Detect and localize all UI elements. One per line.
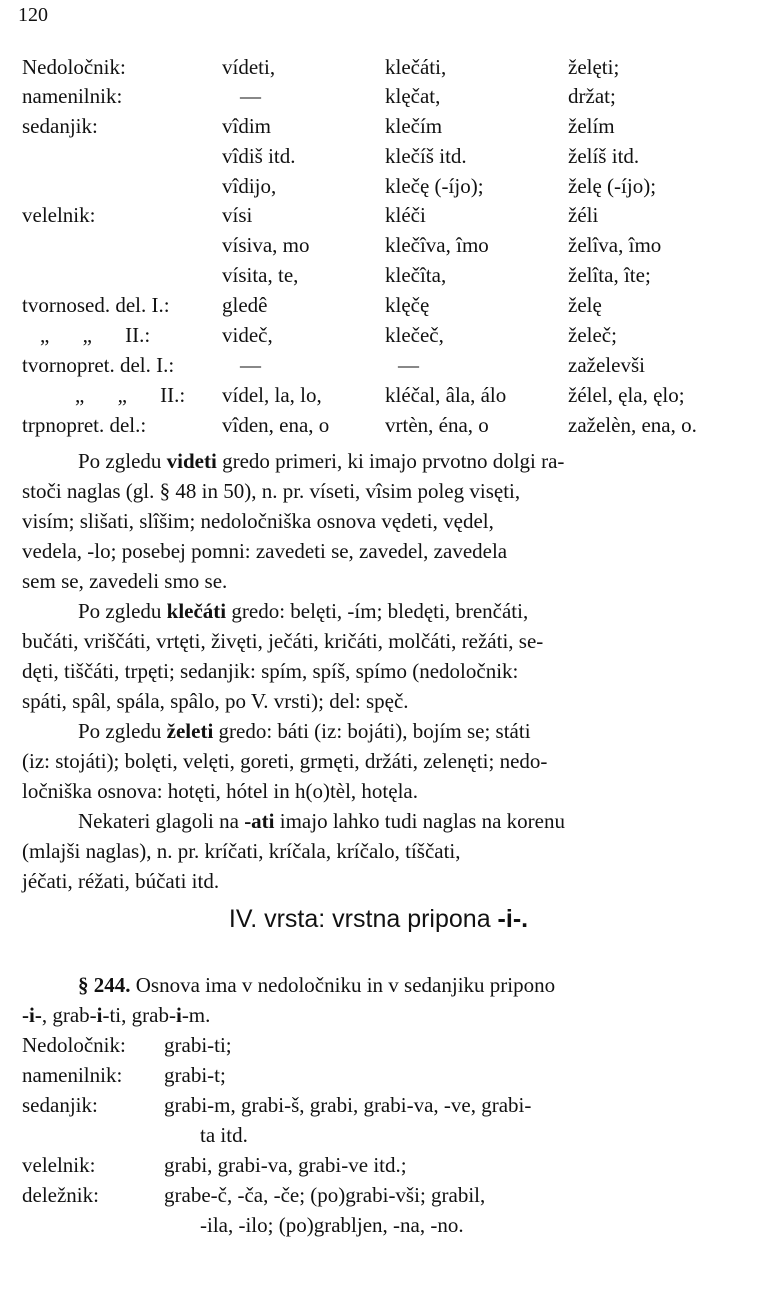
cell-continuation: -ila, -ilo; (po)grabljen, -na, -no. (200, 1213, 464, 1237)
cell: grabi-ti; (164, 1033, 232, 1057)
table-row (0, 112, 757, 141)
text-line: stoči naglas (gl. § 48 in 50), n. pr. víseti, vîsim poleg visęti, (22, 479, 521, 503)
cell: žéli (568, 203, 599, 227)
row-label: Nedoločnik: (22, 1033, 126, 1057)
keyword: -ati (244, 809, 275, 833)
row-label: velelnik: (22, 1153, 96, 1177)
cell: klečeč, (385, 323, 444, 347)
cell: želîta, îte; (568, 263, 651, 287)
cell: žélel, ęla, ęlo; (568, 383, 685, 407)
keyword: videti (166, 449, 217, 473)
cell: želíš itd. (568, 144, 640, 168)
row-label: sedanjik: (22, 1093, 98, 1117)
cell: klečę (-íjo); (385, 174, 484, 198)
text-line: (mlajši naglas), n. pr. kríčati, kríčala, kríčalo, tíščati, (22, 839, 461, 863)
text-line: Po zgledu želeti gredo: báti (iz: bojáti), bojím se; státi (78, 719, 531, 743)
row-label: tvornopret. del. I.: (22, 353, 175, 377)
cell: vísiva, mo (222, 233, 310, 257)
cell: klečîta, (385, 263, 447, 287)
table-row (22, 1180, 742, 1210)
paragraph-klecati (22, 596, 737, 716)
paragraph-zeleti (22, 716, 737, 806)
row-label: sedanjik: (22, 114, 98, 138)
cell: kléči (385, 203, 426, 227)
table-row (22, 1090, 742, 1120)
row-label: trpnopret. del.: (22, 413, 147, 437)
cell: klęčat, (385, 84, 441, 108)
table-row (22, 1150, 742, 1180)
row-label: „ „ II.: (40, 323, 151, 347)
table-row (0, 381, 757, 410)
cell: grabi-t; (164, 1063, 226, 1087)
keyword: klečáti (166, 599, 227, 623)
paragraph-ati (22, 806, 737, 896)
text-line: Po zgledu klečáti gredo: belęti, -ím; bledęti, brenčáti, (78, 599, 529, 623)
cell: vídel, la, lo, (222, 383, 322, 407)
row-label: deležnik: (22, 1183, 99, 1207)
cell: držat; (568, 84, 616, 108)
cell: zaželèn, ena, o. (568, 413, 697, 437)
table-row (0, 261, 757, 290)
table-row (0, 351, 757, 380)
table-row (0, 142, 757, 171)
cell: videč, (222, 323, 273, 347)
table-row (0, 172, 757, 201)
cell: zaželevši (568, 353, 645, 377)
table-row (0, 291, 757, 320)
cell: vísita, te, (222, 263, 299, 287)
text-line: vedela, -lo; posebej pomni: zavedeti se, zavedel, zavedela (22, 539, 508, 563)
table-row (22, 1030, 742, 1060)
page-number: 120 (18, 4, 48, 26)
row-label: Nedoločnik: (22, 55, 126, 79)
table-row (0, 201, 757, 230)
cell: — (240, 353, 261, 377)
row-label: tvornosed. del. I.: (22, 293, 170, 317)
cell: klečáti, (385, 55, 447, 79)
cell: gledê (222, 293, 268, 317)
cell: vîdijo, (222, 174, 277, 198)
cell: vîden, ena, o (222, 413, 330, 437)
cell-continuation: ta itd. (200, 1123, 248, 1147)
cell: — (240, 84, 261, 108)
text-line: -i-, grab-i-ti, grab-i-m. (22, 1003, 211, 1027)
heading-suffix: -i-. (497, 905, 529, 933)
table-row (22, 1060, 742, 1090)
cell: vídeti, (222, 55, 276, 79)
text-line: (iz: stojáti); bolęti, velęti, goreti, grmęti, držáti, zelenęti; nedo- (22, 749, 548, 773)
text-line: spáti, spâl, spála, spâlo, po V. vrsti); del: spęč. (22, 689, 409, 713)
cell: kléčal, âla, álo (385, 383, 507, 407)
cell: klęčę (385, 293, 430, 317)
cell: želę (-íjo); (568, 174, 657, 198)
row-label: namenilnik: (22, 1063, 123, 1087)
text-line: § 244. Osnova ima v nedoločniku in v sedanjiku pripono (78, 973, 556, 997)
cell: želę (568, 293, 602, 317)
cell: vîdiš itd. (222, 144, 296, 168)
section-heading: IV. vrsta: vrstna pripona -i-. (228, 905, 529, 933)
cell: grabi-m, grabi-š, grabi, grabi-va, -ve, grabi- (164, 1093, 532, 1117)
cell: vîdim (222, 114, 272, 138)
cell: želęti; (568, 55, 620, 79)
table-row (0, 321, 757, 350)
text-line: visím; slišati, slîšim; nedoločniška osnova vędeti, vędel, (22, 509, 494, 533)
text-line: jéčati, réžati, búčati itd. (22, 869, 220, 893)
text-line: ločniška osnova: hotęti, hótel in h(o)tèl, hotęla. (22, 779, 418, 803)
row-label: „ „ II.: (75, 383, 186, 407)
cell: vísi (222, 203, 253, 227)
paragraph-videti (22, 446, 737, 596)
paragraph-244 (22, 970, 737, 1030)
cell: — (398, 353, 419, 377)
cell: klečîva, îmo (385, 233, 489, 257)
text-line: Nekateri glagoli na -ati imajo lahko tudi naglas na korenu (78, 809, 565, 833)
row-label: velelnik: (22, 203, 96, 227)
table-row (22, 1120, 742, 1150)
cell: vrtèn, éna, o (385, 413, 489, 437)
table-row (0, 82, 757, 111)
cell: klečíš itd. (385, 144, 467, 168)
cell: grabi, grabi-va, grabi-ve itd.; (164, 1153, 407, 1177)
row-label: namenilnik: (22, 84, 123, 108)
text-line: sem se, zavedeli smo se. (22, 569, 228, 593)
table-row (0, 53, 757, 82)
text-line: dęti, tiščáti, trpęti; sedanjik: spím, spíš, spímo (nedoločnik: (22, 659, 519, 683)
text-line: Po zgledu videti gredo primeri, ki imajo prvotno dolgi ra- (78, 449, 565, 473)
class-iv-table (22, 1030, 742, 1240)
cell: želím (568, 114, 615, 138)
table-row (22, 1210, 742, 1240)
cell: želîva, îmo (568, 233, 662, 257)
keyword: želeti (166, 719, 214, 743)
cell: klečím (385, 114, 443, 138)
cell: grabe-č, -ča, -če; (po)grabi-vši; grabil, (164, 1183, 486, 1207)
cell: želeč; (568, 323, 617, 347)
section-number: § 244. (78, 973, 131, 997)
text-line: bučáti, vriščáti, vrtęti, živęti, ječáti, kričáti, molčáti, režáti, se- (22, 629, 544, 653)
table-row (0, 411, 757, 440)
table-row (0, 231, 757, 260)
